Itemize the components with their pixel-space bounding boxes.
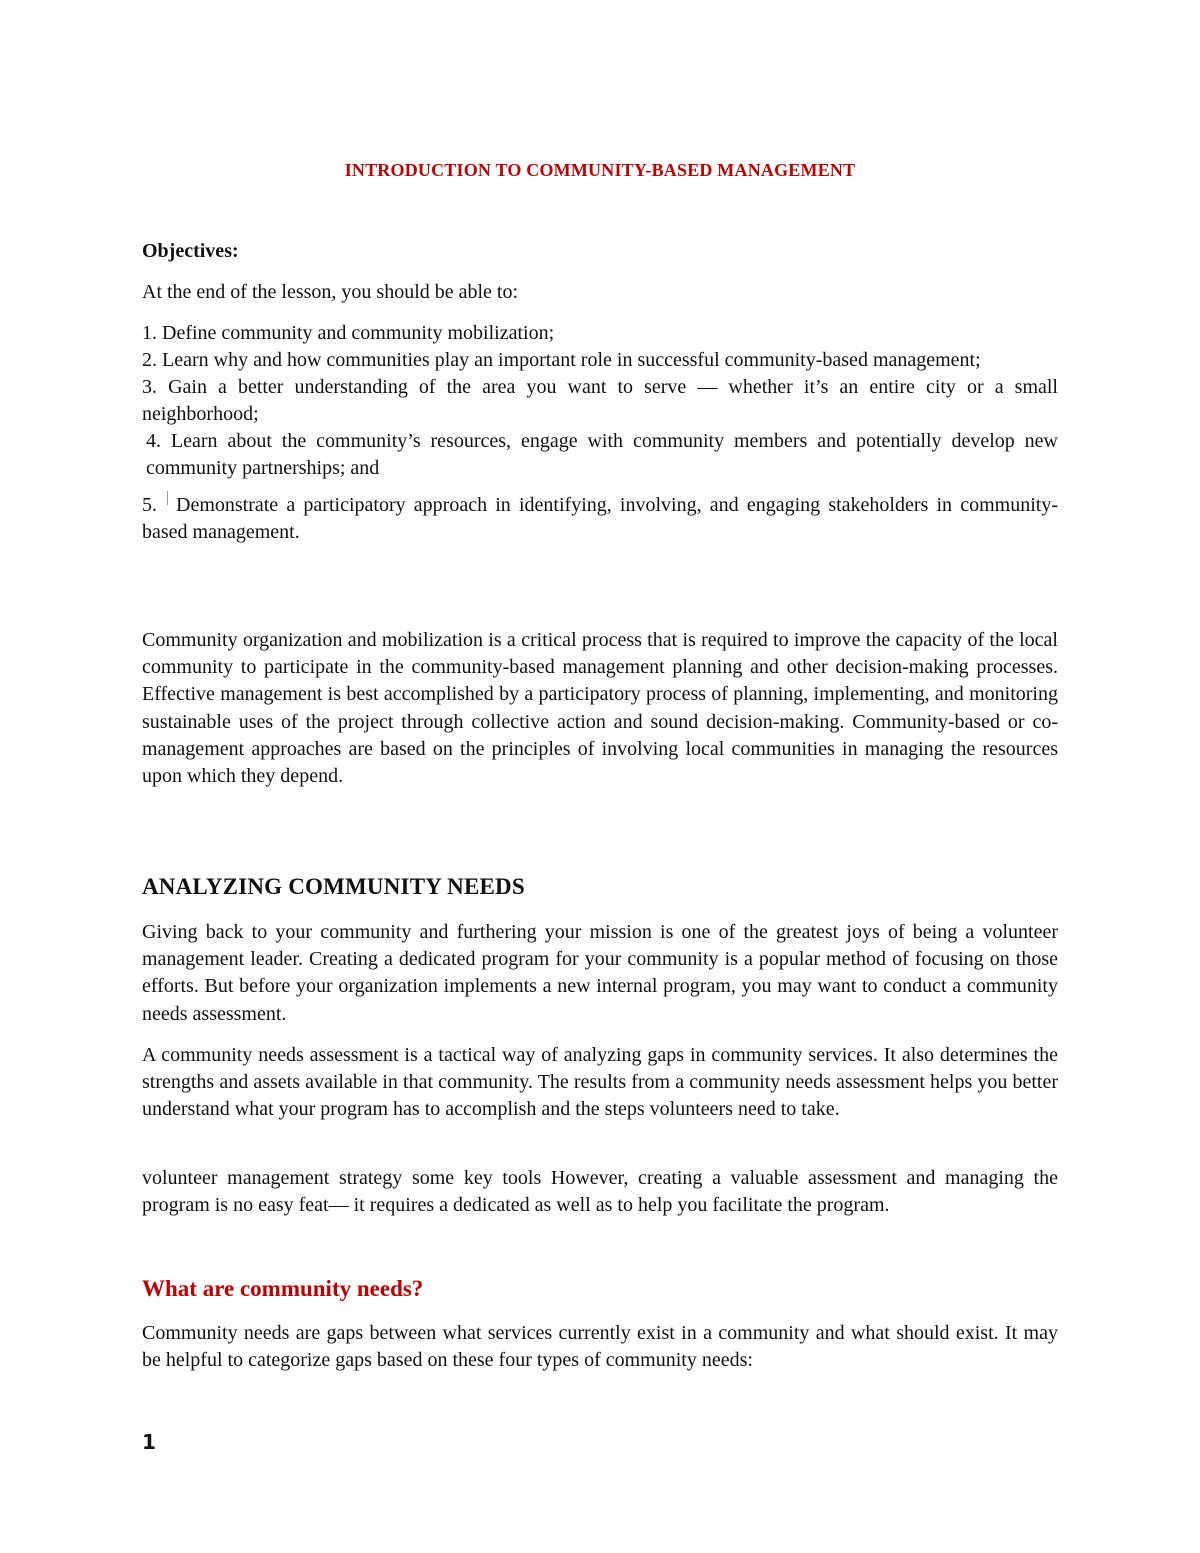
page-number: 1 — [142, 1430, 156, 1454]
objective-number: 5. — [142, 494, 157, 516]
objective-item-5 — [142, 491, 1058, 546]
objective-item: 2. Learn why and how communities play an important role in successful community-based management; — [142, 349, 981, 371]
text-cursor-mark — [167, 491, 168, 505]
objective-text: Demonstrate a participatory approach in identifying, involving, and engaging stakeholders in community-based management. — [142, 494, 1058, 543]
section-heading: ANALYZING COMMUNITY NEEDS — [142, 874, 525, 899]
objectives-intro: At the end of the lesson, you should be able to: — [142, 281, 519, 303]
subsection-heading: What are community needs? — [142, 1276, 424, 1301]
objectives-list — [142, 320, 1058, 546]
objective-item: 3. Gain a better understanding of the area you want to serve — whether it’s an entire city or a small neighborhood; — [142, 376, 1058, 425]
intro-paragraph: Community organization and mobilization is a critical process that is required to improve the capacity of the local community to participate in the community-based management planning and other decision-making processes. Effective management is best accomplished by a participatory process of planning, implementing, and monitoring sustainable uses of the project through collective action and sound decision-making. Community-based or co-management approaches are based on the principles of involving local communities in managing the resources upon which they depend. — [142, 629, 1058, 788]
subsection-paragraph: Community needs are gaps between what services currently exist in a community and what should exist. It may be helpful to categorize gaps based on these four types of community needs: — [142, 1322, 1058, 1372]
objective-item: 1. Define community and community mobilization; — [142, 322, 555, 344]
section-paragraph: volunteer management strategy some key tools However, creating a valuable assessment and managing the program is no easy feat— it requires a dedicated as well as to help you facilitate the program. — [142, 1167, 1058, 1217]
section-paragraph: A community needs assessment is a tactical way of analyzing gaps in community services. It also determines the strengths and assets available in that community. The results from a community needs assessment helps you better understand what your program has to accomplish and the steps volunteers need to take. — [142, 1044, 1058, 1121]
document-title: INTRODUCTION TO COMMUNITY-BASED MANAGEMENT — [344, 160, 856, 180]
objective-item: 4. Learn about the community’s resources, engage with community members and potentially develop new community partnerships; and — [146, 430, 1058, 479]
objectives-heading: Objectives: — [142, 240, 239, 262]
section-paragraph: Giving back to your community and furthering your mission is one of the greatest joys of being a volunteer management leader. Creating a dedicated program for your community is a popular method of focusing on those efforts. But before your organization implements a new internal program, you may want to conduct a community needs assessment. — [142, 921, 1058, 1025]
